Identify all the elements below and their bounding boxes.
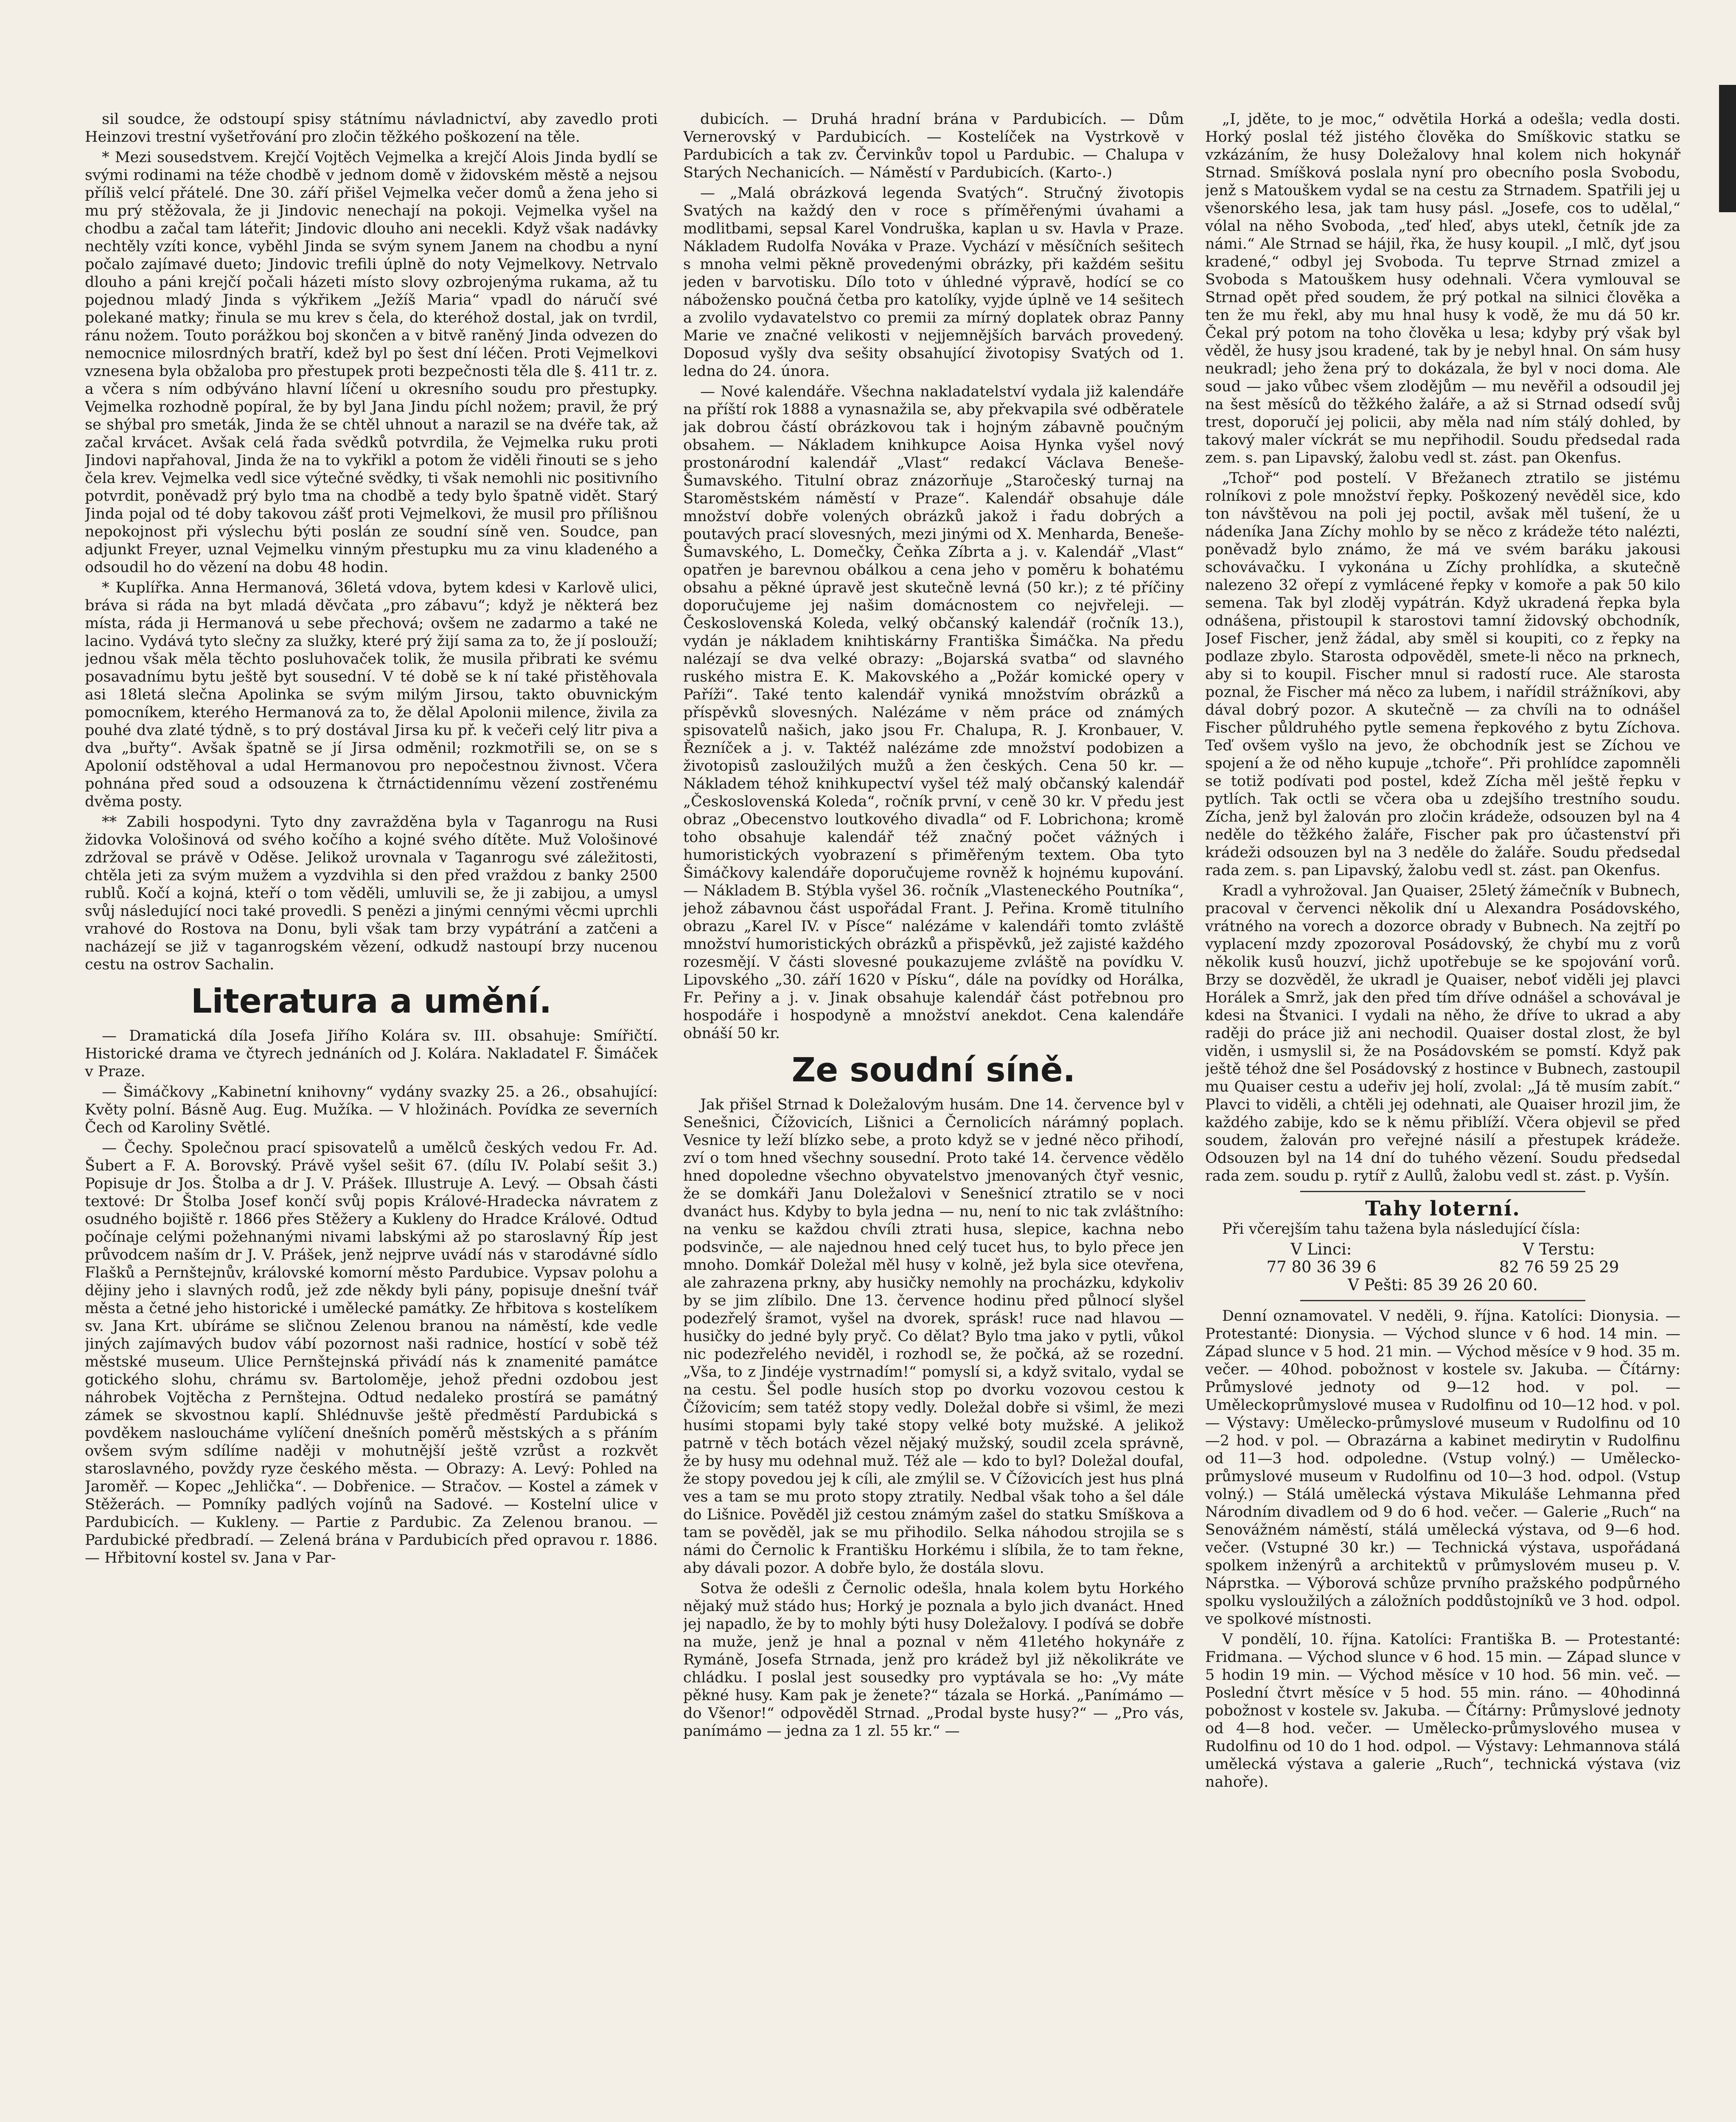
lottery-trst-label: V Terstu:	[1523, 1240, 1595, 1258]
lit-item-cont: dubicích. — Druhá hradní brána v Pardubicích. — Dům Vernerovský v Pardubicích. — Kostelíček na Vystrkově v Pardubicích a tak zv. Červinkův topol u Pardubic. — Chalupa v Starých Nechanicích. — Náměstí v Pardubicích. (Karto-.)	[683, 111, 1184, 181]
lottery-numbers	[1205, 1258, 1680, 1276]
lit-item: — Dramatická díla Josefa Jiřího Kolára sv. III. obsahuje: Smířičtí. Historické drama ve čtyrech jednáních od J. Kolára. Nakladatel F. Šimáček v Praze.	[85, 1027, 658, 1080]
article-sousedstvem: * Mezi sousedstvem. Krejčí Vojtěch Vejmelka a krejčí Alois Jinda bydlí se svými rodinami na téže chodbě v jednom domě v židovském městě a nejsou příliš velcí přátelé. Dne 30. září přišel Vejmelka večer domů a žena jeho si mu prý stěžovala, že ji Jindovic nenechají na pokoji. Vejmelka vyšel na chodbu a začal tam láteřit; Jindovic dlouho ani necekli. Když však nadávky nechtěly vzíti konce, vyběhl Jinda se svým synem Janem na chodbu a nyní počalo zajímavé dueto; Jindovic trefili úplně do noty Vejmelkovy. Netrvalo dlouho a páni krejčí počali házeti místo slovy ozbrojenýma rukama, až tu pojednou mladý Jinda s výkřikem „Ježíš Maria“ vpadl do náručí své polekané matky; řinula se mu krev s čela, do kteréhož dostal, jak on tvrdil, ránu nožem. Touto porážkou boj skončen a v bitvě raněný Jinda odvezen do nemocnice milosrdných bratří, kdež byl po šest dní léčen. Proti Vejmelkovi vznesena byla obžaloba pro přestupek proti bezpečnosti těla dle §. 411 tr. z. a včera s ním odbýváno hlavní líčení u okresního soudu pro přestupky. Vejmelka rozhodně popíral, že by byl Jana Jindu píchl nožem; pravil, že prý se shýbal pro smeták, Jinda že se chtěl uhnout a narazil se na dvéře tak, až začal krvácet. Avšak celá řada svědků potvrdila, že Vejmelka ruku proti Jindovi napřahoval, Jinda že na to vykřikl a potom že viděli řinouti se s jeho čela krev. Vejmelka vedl sice výtečné svědky, ti však nemohli nic positivního potvrdit, poněvadž prý bylo tma na chodbě a tedy bylo špatně vidět. Starý Jinda pojal od té doby takovou zášť proti Vejmelkovi, že musil pro přílišnou nepokojnost při výslechu býti poslán ze soudní síně ven. Soudce, pan adjunkt Freyer, uznal Vejmelku vinným přestupku mu za vinu kladeného a odsoudil ho do vězení na dobu 48 hodin.	[85, 149, 658, 576]
article-kuplirka: * Kuplířka. Anna Hermanová, 36letá vdova, bytem kdesi v Karlově ulici, bráva si ráda na byt mladá děvčata „pro zábavu“; když je některá bez místa, ráda ji Hermanová u sebe přechová; ovšem ne zadarmo a také ne lacino. Vydává tyto slečny za služky, které prý žijí sama za to, že jí poslouží; jednou však měla těchto posluhovaček tolik, že musila přibrati ke svému posavadnímu bytu ještě byt sousední. V té době se k ní také přistěhovala asi 18letá slečna Apolinka se svým milým Jirsou, takto obuvnickým pomocníkem, kterého Hermanová za to, že dělal Apolonii milence, živila za pouhé dva zlaté týdně, s to prý dostával Jirsa ku př. k večeři celý litr piva a dva „buřty“. Avšak špatně se jí Jirsa odměnil; rozkmotřili se, on se s Apolonií odstěhoval a udal Hermanovou pro nepočestnou živnost. Včera pohnána před soud a odsouzena k čtrnáctidennímu vězení zostřenému dvěma posty.	[85, 579, 658, 810]
scan-margin-strip	[1719, 85, 1736, 212]
lottery-heading: Tahy loterní.	[1365, 1197, 1520, 1221]
lottery-labels	[1205, 1241, 1680, 1258]
article-tchor: „Tchoř“ pod postelí. V Břežanech ztratilo se jistému rolníkovi z pole množství řepky. Poškozený nevěděl sice, kdo ton návštěvou na poli jej poctil, avšak měl tušení, že u nádeníka Jana Zíchy mohlo by se něco z krádeže této nalézti, poněvadž bylo známo, že má ve svém baráku jakousi schovávačku. I vykonána u Zíchy prohlídka, a skutečně nalezeno 32 ořepí z vymlácené řepky v komoře a pak 50 kilo semena. Tak byl zloděj vypátrán. Když ukradená řepka byla odnášena, přistoupil k starostovi tamní židovský obchodník, Josef Fischer, jenž žádal, aby směl si koupiti, co z řepky na podlaze zbylo. Starosta odpověděl, smete-li něco na prknech, aby si to koupil. Fischer mnul si radostí ruce. Ale starosta poznal, že Fischer má něco za lubem, i nařídil strážníkovi, aby dával dobrý pozor. A skutečně — za chvíli na to odnášel Fischer půldruhého pytle semena řepkového z bytu Zíchova. Teď ovšem vyšlo na jevo, že obchodník jest se Zíchou ve spojení a že od něho kupuje „tchoře“. Při prohlídce zapomněli se totiž podívati pod postel, kdež Zícha měl ještě řepku v pytlích. Tak octli se včera oba u zdejšího trestního soudu. Zícha, jenž byl žalován pro zločin krádeže, odsouzen byl na 4 neděle do těžkého žaláře, Fischer pak pro účastenství při krádeži odsouzen byl na 3 neděle do žaláře. Soudu předsedal rada zem. s. pan Lipavský, žalobu vedl st. zást. pan Okenfus.	[1205, 470, 1680, 879]
lit-item: — Šimáčkovy „Kabinetní knihovny“ vydány svazky 25. a 26., obsahující: Květy polní. Básně Aug. Eug. Mužíka. — V hložinách. Povídka ze severních Čech od Karoliny Světlé.	[85, 1083, 658, 1136]
daily-notices-monday: V pondělí, 10. října. Katolíci: Františka B. — Protestanté: Fridmana. — Východ slunce v 6 hod. 15 min. — Západ slunce v 5 hodin 19 min. — Východ měsíce v 10 hod. 56 min. več. — Poslední čtvrt měsíce v 5 hod. 55 min. ráno. — 40hodinná pobožnost v kostele sv. Jakuba. — Čítárny: Průmyslové jednoty od 4—8 hod. večer. — Umělecko-průmyslového musea v Rudolfinu od 10 do 1 hod. odpol. — Výstavy: Lehmannova stálá umělecká výstava a galerie „Ruch“, technická výstava (viz nahoře).	[1205, 1631, 1680, 1791]
lit-item-legenda: — „Malá obrázková legenda Svatých“. Stručný životopis Svatých na každý den v roce s příměřenými úvahami a modlitbami, sepsal Karel Vondruška, kaplan u sv. Havla v Praze. Nákladem Rudolfa Nováka v Praze. Vychází v měsíčních sešitech s mnoha velmi pěkně provedenými obrázky, při každém sešitu jeden v barvotisku. Dílo toto v úhledné výpravě, hodící se co nábožensko poučná četba pro katolíky, vyjde úplně ve 14 sešitech a zvolilo vydavatelstvo co premii za mírný doplatek obraz Panny Marie ve značné velikosti v nejjemnějších barvách provedený. Doposud vyšly dva sešity obsahující životopisy Svatých od 1. ledna do 24. února.	[683, 185, 1184, 380]
article-strnad-cont: Sotva že odešli z Černolic odešla, hnala kolem bytu Horkého nějaký muž stádo hus; Horký je poznala a bylo jich dvanáct. Hned jej napadlo, že by to mohly býti husy Doležalovy. I podívá se dobře na muže, jenž je hnal a poznal v něm 41letého hokynáře z Rymáně, Josefa Strnada, jenž pro krádež byl již několikráte ve chládku. I poslal jest sousedky pro vyptávala se ho: „Vy máte pěkné husy. Kam pak je ženete?“ tázala se Horká. „Panímámo — do Všenor!“ odpověděl Strnad. „Prodal byste husy?“ — „Pro vás, panímámo — jedna za 1 zl. 55 kr.“ —	[683, 1580, 1184, 1740]
column-2	[683, 110, 1184, 2122]
lit-item-kalendare: — Nové kalendáře. Všechna nakladatelství vydala již kalendáře na příští rok 1888 a vynasnažila se, aby překvapila své odběratele jak dobrou částí obrázkovou tak i hojným zábavně poučným obsahem. — Nákladem knihkupce Aoisa Hynka vyšel nový prostonárodní kalendář „Vlast“ redakcí Václava Beneše-Šumavského. Titulní obraz znázorňuje „Staročeský turnaj na Staroměstském náměstí v Praze“. Kalendář obsahuje dále množství dobře volených obrázků jakož i řadu dobrých a poutavých prací slovesných, mezi jinými od X. Menharda, Beneše-Šumavského, L. Domečky, Čeňka Zíbrta a j. v. Kalendář „Vlast“ opatřen je barevnou obálkou a cena jeho v poměru k bohatému obsahu a pěkné úpravě jest skutečně levná (50 kr.); z té příčiny doporučujeme jej našim domácnostem co nejvřeleji. — Československá Koleda, velký občanský kalendář (ročník 13.), vydán je nákladem knihtiskárny Františka Šimáčka. Na předu nalézají se dva velké obrazy: „Bojarská svatba“ od slavného ruského mistra E. K. Makovského a „Požár komické opery v Paříži“. Také tento kalendář vyniká množstvím obrázků a příspěvků slovesných. Nalézáme v něm práce od známých spisovatelů našich, jako jsou Fr. Chalupa, R. J. Kronbauer, V. Řezníček a j. v. Taktéž nalézáme zde množství podobizen a životopisů zasloužilých mužů a žen českých. Cena 50 kr. — Nákladem téhož knihkupectví vyšel též malý občanský kalendář „Československá Koleda“, ročník první, v ceně 30 kr. V předu jest obraz „Obecenstvo loutkového divadla“ od F. Lobrichona; kromě toho obsahuje kalendář též značný počet vážných i humoristických vyobrazení s přiměřeným textem. Oba tyto Šimáčkovy kalendáře doporučujeme rovněž k hojnému kupování. — Nákladem B. Stýbla vyšel 36. ročník „Vlasteneckého Poutníka“, jehož zábavnou část uspořádal Frant. J. Peřina. Kromě titulního obrazu „Karel IV. v Písce“ nalézáme v kalendáři tomto zvláště množství humoristických obrázků a přispěvků, jež zajisté každého rozesmějí. V části slovesné poukazujeme zvláště na povídku V. Lipovského „30. září 1620 v Písku“, dále na povídky od Horálka, Fr. Peřiny a j. v. Jinak obsahuje kalendář část potřebnou pro hospodáře i hospodyně a množství anekdot. Cena kalendáře obnáší 50 kr.	[683, 383, 1184, 1042]
lit-item: — Čechy. Společnou prací spisovatelů a umělců českých vedou Fr. Ad. Šubert a F. A. Borovský. Právě vyšel sešit 67. (dílu IV. Polabí sešit 3.) Popisuje dr Jos. Štolba a dr J. V. Prášek. Illustruje A. Levý. — Obsah části textové: Dr Štolba Josef končí svůj popis Králové-Hradecka návratem z osudného bojiště r. 1866 přes Stěžery a Kukleny do Hradce Králové. Odtud počínaje celými požehnanými nivami labskými až po staroslavný Říp jest průvodcem naším dr J. V. Prášek, jenž nejprve uvádí nás v starodávné sídlo Flašků a Pernštejnův, královské komorní město Pardubice. Vypsav polohu a dějiny jeho i slavných rodů, jež zde někdy byli pány, popisuje dnešní tvář města a četné jeho historické i umělecké památky. Ze hřbitova s kostelíkem sv. Jana Krt. ubíráme se sličnou Zelenou branou na náměstí, kde vedle jiných zajímavých budov vábí pozornost naši radnice, hostící v sobě též městské museum. Ulice Pernštejnská přivádí nás k znamenité památce gotického slohu, chrámu sv. Bartoloměje, jehož předni ozdobou jest náhrobek Vojtěcha z Pernštejna. Odtud nedaleko prostírá se památný zámek se skvostnou kaplí. Shlédnuvše ještě předměstí Pardubická s povděkem nasloucháme vylíčení dnešních poměrů městských a s přáním ovšem svým sdílíme naději v mohutnější ještě vzrůst a rozkvět staroslavného, povždy ryze českého města. — Obrazy: A. Levý: Pohled na Jaroměř. — Kopec „Jehlička“. — Dobřenice. — Stračov. — Kostel a zámek v Stěžerách. — Pomníky padlých vojínů na Sadové. — Kostelní ulice v Pardubicích. — Kukleny. — Partie z Pardubic. Za Zelenou branou. — Pardubické předbradí. — Zelená brána v Pardubicích před opravou r. 1886. — Hřbitovní kostel sv. Jana v Par-	[85, 1140, 658, 1566]
lottery-pest: V Pešti: 85 39 26 20 60.	[1348, 1276, 1538, 1294]
section-heading-literatura: Literatura a umění.	[191, 982, 552, 1021]
lottery-linz-label: V Linci:	[1290, 1240, 1352, 1258]
section-heading-soudni-sin: Ze soudní síně.	[791, 1051, 1076, 1089]
lottery-pest-row	[1205, 1276, 1680, 1294]
divider	[1300, 1191, 1585, 1192]
column-3	[1205, 110, 1680, 2122]
lottery-linz-numbers: 77 80 36 39 6	[1266, 1258, 1377, 1276]
article-text: sil soudce, že odstoupí spisy státnímu návladnictví, aby zavedlo proti Heinzovi trestní vyšetřování pro zločin těžkého poškození na těle.	[85, 111, 658, 146]
article-kradl: Kradl a vyhrožoval. Jan Quaiser, 25letý žámečník v Bubnech, pracoval v červenci několik dní u Alexandra Posádovského, vrátného na vorech a dozorce obrady v Bubnech. Na zejtří po vyplacení mzdy zpozoroval Posádovský, že chybí mu z vorů několik kusů houzví, jichž upotřebuje se ke spojování vorů. Brzy se dozvěděl, že ukradl je Quaiser, neboť viděli jej plavci Horálek a Smrž, jak den před tím dříve odnášel a schovával je kdesi na Štvanici. I vydali na něho, že dříve to ukrad a aby raději do práce již ani nechodil. Quaiser dostal zlost, že byl viděn, i usmyslil si, že na Posádovském se pomstí. Když pak ještě téhož dne šel Posádovský z hostince v Bubnech, zastoupil mu Quaiser cestu a udeřiv jej holí, zvolal: „Já tě musím zabít.“ Plavci to viděli, a chtěli jej odehnati, ale Quaiser hrozil jim, že každého zabije, kdo se k němu přiblíží. Včera objevil se před soudem, žalován pro veřejné násilí a přestupek krádeže. Odsouzen byl na 14 dní do tuhého vězení. Soudu předsedal rada zem. soudu p. rytíř z Aullů, žalobu vedl st. zást. p. Vyšín.	[1205, 882, 1680, 1185]
lottery-intro: Při včerejším tahu tažena byla následující čísla:	[1222, 1221, 1581, 1238]
article-strnad: Jak přišel Strnad k Doležalovým husám. Dne 14. července byl v Senešnici, Čížovicích, Lišnici a Černolicích nárámný poplach. Vesnice ty leží blízko sebe, a proto když se v jedné něco přihodí, zví o tom hned všechny sousední. Proto také 14. července vědělo hned dopoledne všechno obyvatelstvo jmenovaných čtyř vesnic, že se domkáři Janu Doležalovi v Senešnicí ztratilo se v noci dvanáct hus. Kdyby to byla jedna — nu, není to nic tak zvláštního: na venku se každou chvíli ztrati husa, slepice, kachna nebo podsvinče, — ale najednou hned celý tucet hus, to bylo přece jen mnoho. Domkář Doležal měl husy v kolně, jež byla sice otevřena, ale zahrazena prkny, aby husičky nemohly na procházku, kdykoliv by se jim zlíbilo. Dne 13. července hodinu před půlnocí slyšel podezřelý šramot, vyšel na dvorek, sprásk! ruce nad hlavou — husičky do jedné byly pryč. Co dělat? Bylo tma jako v pytli, vůkol nic podezřelého neviděl, i rozhodl se, že počká, až se rozední. „Vša, to z Jindéje vystrnadím!“ pomyslí si, a když svitalo, vydal se na cestu. Šel podle husích stop po dvorku vozovou cestou k Čížovicím; sem tatéž stopy vedly. Doležal dobře si všiml, že mezi husími stopami byly také stopy velké boty mužské. A jelikož patrně v těch botách vězel nějaký mužský, soudil zcela správně, že by husy mu odehnal muž. Též ale — kdo to byl? Doležal doufal, že stopy povedou jej k cíli, ale zmýlil se. V Čížovicích jest hus plná ves a tam se mu proto stopy ztratily. Nedbal však toho a šel dále do Lišnice. Pověděl již cestou známým zašel do statku Smíškova a tam se pověděl, jak se mu přihodilo. Selka náhodou strojila se s námi do Černolic k Františku Horkému i slíbila, že to tam řekne, aby dávali pozor. A dobře bylo, že dostála slovu.	[683, 1096, 1184, 1577]
lottery-trst-numbers: 82 76 59 25 29	[1499, 1258, 1619, 1276]
daily-notices-sunday: Denní oznamovatel. V neděli, 9. října. Katolíci: Dionysia. — Protestanté: Dionysia. — Východ slunce v 6 hod. 14 min. — Západ slunce v 5 hod. 21 min. — Východ měsíce v 9 hod. 35 m. večer. — 40hod. pobožnost v kostele sv. Jakuba. — Čítárny: Průmyslové jednoty od 9—12 hod. v pol. — Uměleckoprůmyslové musea v Rudolfinu od 10—12 hod. v pol. — Výstavy: Umělecko-průmyslové museum v Rudolfinu od 10—2 hod. v pol. — Obrazárna a kabinet medirytin v Rudolfinu od 11—3 hod. odpoledne. (Vstup volný.) — Umělecko-průmyslové museum v Rudolfinu od 10—3 hod. odpol. (Vstup volný.) — Stálá umělecká výstava Mikuláše Lehmanna před Národním divadlem od 9 do 6 hod. večer. — Galerie „Ruch“ na Senovážném náměstí, stálá umělecká výstava, od 9—6 hod. večer. (Vstupné 30 kr.) — Technická výstava, uspořádaná spolkem inženýrů a architektů v průmyslovém museu p. V. Náprstka. — Výborová schůze prvního pražského podpůrného spolku vysloužilých a záložních poddůstojníků ve 3 hod. odpol. ve spolkové místnosti.	[1205, 1308, 1680, 1628]
column-1	[85, 110, 658, 2122]
article-zabili-hospodyni: ** Zabili hospodyni. Tyto dny zavražděna byla v Taganrogu na Rusi židovka Vološinová od svého kočího a kojné svého dítěte. Muž Vološinové zdržoval se právě v Oděse. Jelikož urovnala v Taganrogu své záležitosti, chtěla jeti za svým mužem a vyzdvihla si den před vraždou z banky 2500 rublů. Kočí a kojná, kteří o tom věděli, umluvili se, že ji zabijou, a umysl svůj následující noci také provedli. S penězi a jinými cennými věcmi uprchli vrahové do Rostova na Donu, byli však tam brzy vypátrání a zatčeni a nacházejí se již v taganrogském vězení, odkudž nastoupí brzy nucenou cestu na ostrov Sachalin.	[85, 814, 658, 973]
divider	[1300, 1300, 1585, 1301]
article-strnad-end: „I, jděte, to je moc,“ odvětila Horká a odešla; vedla dosti. Horký poslal též jistého člověka do Smíškovic statku se vzkázáním, že husy Doležalovy hnal kolem nich hokynář Strnad. Smíšková poslala nyní pro obecního posla Svobodu, jenž s Matouškem vydal se na cestu za Strnadem. Spatřili jej u všenorského lesa, jak tam husy pásl. „Josefe, cos to udělal,“ vólal na něho Svoboda, „teď hleď, abys utekl, četník jde za námi.“ Ale Strnad se hájil, řka, že husy koupil. „I mlč, dyť jsou kradené,“ odbyl jej Svoboda. Tu teprve Strnad zmizel a Svoboda s Matouškem husy odehnali. Včera vymlouval se Strnad opět před soudem, že prý potkal na silnici člověka a ten že mu řekl, aby mu hnal husy k vodě, že mu dá 50 kr. Čekal prý potom na toho člověka u lesa; kdyby prý však byl věděl, že husy jsou kradené, tak by je nebyl hnal. On sám husy neukradl; jeho žena prý to dokázala, že byl v noci doma. Ale soud — jako vůbec všem zlodějům — mu nevěřil a odsoudil jej na šest měsíců do těžkého žaláře, a až si Strnad odsedí svůj trest, doporučí jej policii, aby měla nad ním stálý dohled, by takový maler víckrát se mu nepřihodil. Soudu předsedal rada zem. s. pan Lipavský, žalobu vedl st. zást. pan Okenfus.	[1205, 111, 1680, 466]
